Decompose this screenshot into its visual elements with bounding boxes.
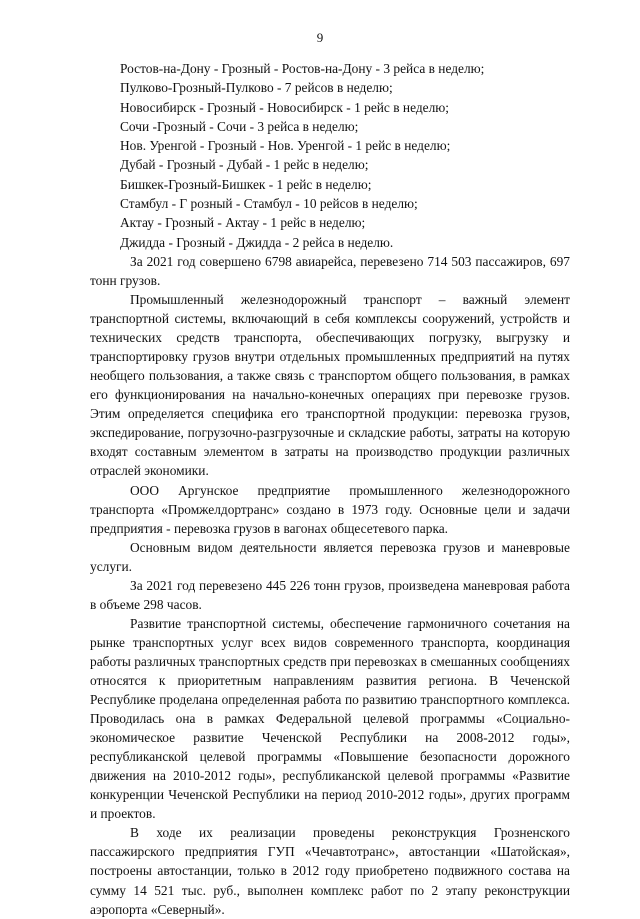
route-item: Ростов-на-Дону - Грозный - Ростов-на-Дону - 3 рейса в неделю; bbox=[120, 61, 485, 76]
route-item: Джидда - Грозный - Джидда - 2 рейса в неделю. bbox=[120, 234, 394, 250]
paragraph-industrial-railway: Промышленный железнодорожный транспорт – важный элемент транспортной системы, включающий в себя комплексы сооружений, устройств и технических средств транспорта, обеспечивающих погрузку, выгрузку и транспортировку грузов внутри отдельных промышленных предприятий на путях необщего пользования, а также связь с транспортом общего пользования, в рамках его функционирования на начально-конечных операциях при перевозке грузов. Этим определяется специфика его транспортной продукции: перевозка грузов, экспедирование, погрузочно-разгрузочные и складские работы, затраты на которую входят составным элементом в затраты на производство продукции различных отраслей экономики. bbox=[90, 292, 570, 479]
route-item: Актау - Грозный - Актау - 1 рейс в неделю; bbox=[120, 215, 366, 231]
flight-routes-list bbox=[90, 59, 570, 252]
route-item: Новосибирск - Грозный - Новосибирск - 1 рейс в неделю; bbox=[120, 99, 449, 115]
page-content bbox=[90, 59, 570, 919]
paragraph-cargo-2021: За 2021 год перевезено 445 226 тонн грузов, произведена маневровая работа в объеме 298 часов. bbox=[90, 577, 570, 612]
paragraph-air-traffic-2021: За 2021 год совершено 6798 авиарейса, перевезено 714 503 пассажиров, 697 тонн грузов. bbox=[90, 253, 570, 289]
paragraph-reconstruction: В ходе их реализации проведены реконструкция Грозненского пассажирского предприятия ГУП «Чечавтотранс», автостанции «Шатойская», построены автостанции, только в 2012 году приобретено подвижного состава на сумму 14 521 тыс. руб., выполнен комплекс работ по 2 этапу реконструкции аэропорта «Северный». bbox=[90, 825, 570, 917]
route-item: Нов. Уренгой - Грозный - Нов. Уренгой - 1 рейс в неделю; bbox=[120, 138, 451, 154]
paragraph-transport-development: Развитие транспортной системы, обеспечение гармоничного сочетания на рынке транспортных услуг всех видов современного транспорта, координация работы различных транспортных средств при перевозках в смешанных сообщениях относятся к приоритетным направлениям развития региона. В Чеченской Республике проделана определенная работа по развитию транспортного комплекса. Проводилась она в рамках Федеральной целевой программы «Социально-экономическое развитие Чеченской Республики на 2008-2012 годы», республиканской целевой программы «Повышение безопасности дорожного движения на 2010-2012 годы», республиканской целевой программы «Развитие конкуренции Чеченской Республики на период 2010-2012 годы», других программ и проектов. bbox=[90, 615, 570, 822]
paragraph-promzheldortrans: ООО Аргунское предприятие промышленного железнодорожного транспорта «Промжелдортранс» создано в 1973 году. Основные цели и задачи предприятия - перевозка грузов в вагонах общесетевого парка. bbox=[90, 482, 570, 536]
page-number: 9 bbox=[316, 30, 324, 45]
route-item: Дубай - Грозный - Дубай - 1 рейс в неделю; bbox=[120, 157, 369, 173]
route-item: Пулково-Грозный-Пулково - 7 рейсов в неделю; bbox=[120, 80, 393, 96]
route-item: Бишкек-Грозный-Бишкек - 1 рейс в неделю; bbox=[120, 176, 372, 192]
route-item: Сочи -Грозный - Сочи - 3 рейса в неделю; bbox=[120, 118, 359, 134]
paragraph-main-activity: Основным видом деятельности является перевозка грузов и маневровые услуги. bbox=[90, 539, 570, 574]
route-item: Стамбул - Г розный - Стамбул - 10 рейсов в неделю; bbox=[120, 196, 418, 212]
